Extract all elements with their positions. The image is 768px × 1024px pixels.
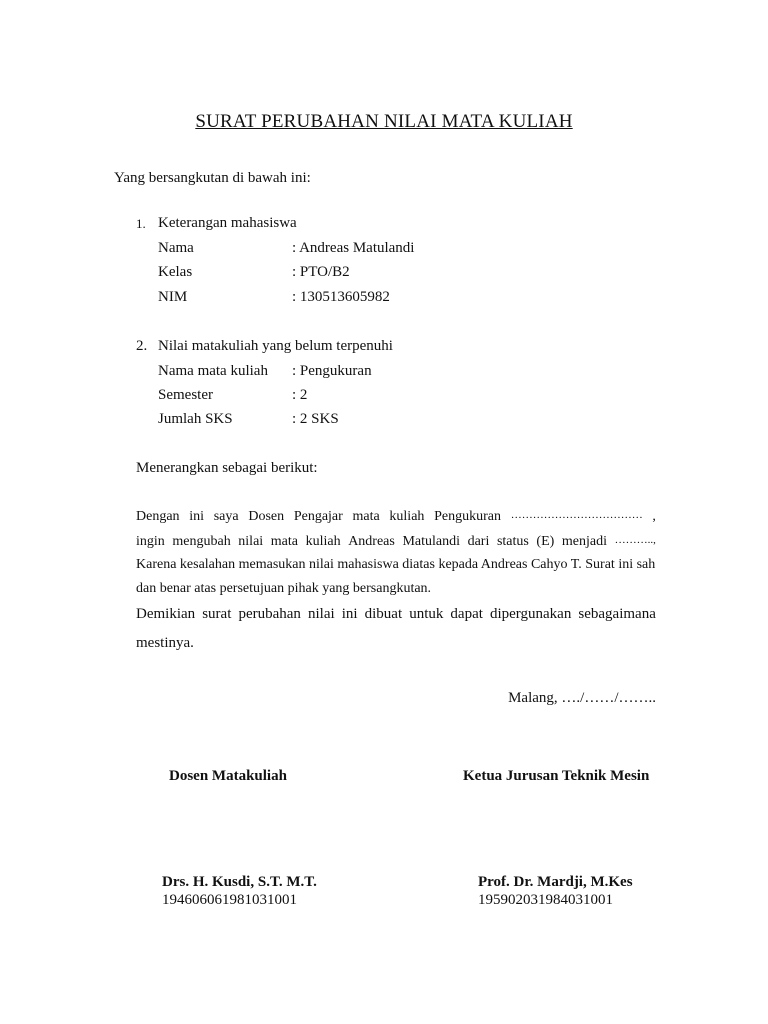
field-nama-mata-kuliah <box>158 363 372 380</box>
word: mengubah <box>172 534 231 549</box>
word: mata <box>270 534 298 549</box>
signature-left-title: Dosen Matakuliah <box>169 768 287 784</box>
word: Dengan <box>136 509 180 524</box>
field-label: Kelas <box>158 264 193 280</box>
word: menjadi <box>561 534 608 549</box>
field-value: : 2 <box>292 387 308 403</box>
word: nilai <box>238 534 264 549</box>
signature-right-name: Prof. Dr. Mardji, M.Kes <box>478 874 633 890</box>
field-value: : 130513605982 <box>292 289 390 305</box>
blank-dots: ……….., <box>614 534 656 546</box>
statement-line-2 <box>136 534 656 550</box>
statement-line-4: dan benar atas persetujuan pihak yang bersangkutan. <box>136 581 432 596</box>
word: nilai <box>307 606 335 622</box>
word: perubahan <box>238 606 301 622</box>
field-label: NIM <box>158 289 188 305</box>
word: saya <box>213 509 239 524</box>
signature-left-nip: 194606061981031001 <box>162 892 297 908</box>
word: status <box>496 534 529 549</box>
field-value: : 2 SKS <box>292 411 339 427</box>
field-jumlah-sks <box>158 411 339 428</box>
word: Pengukuran <box>434 509 502 524</box>
place-date: Malang, …./……/…….. <box>508 690 656 706</box>
word: Pengajar <box>293 509 343 524</box>
word: surat <box>202 606 232 622</box>
signature-right-title: Ketua Jurusan Teknik Mesin <box>463 768 650 784</box>
word: Demikian <box>136 606 196 622</box>
word: dari <box>467 534 490 549</box>
word: dibuat <box>364 606 403 622</box>
intro-text: Yang bersangkutan di bawah ini: <box>114 170 311 186</box>
field-nama <box>158 240 414 257</box>
word: ini <box>341 606 358 622</box>
blank-dots: ……………………………… <box>510 509 643 521</box>
field-label: Nama mata kuliah <box>158 363 268 379</box>
signature-right-nip: 195902031984031001 <box>478 892 613 908</box>
word: untuk <box>409 606 444 622</box>
word: mata <box>352 509 380 524</box>
word: ingin <box>136 534 165 549</box>
word: , <box>652 509 656 524</box>
word: sebagaimana <box>578 606 656 622</box>
section-1-title: Keterangan mahasiswa <box>158 215 297 231</box>
statement-lead: Menerangkan sebagai berikut: <box>136 460 318 476</box>
closing-line-1 <box>136 606 656 623</box>
statement-line-1 <box>136 509 656 525</box>
closing-line-2: mestinya. <box>136 635 194 651</box>
word: Andreas <box>348 534 395 549</box>
document-title: SURAT PERUBAHAN NILAI MATA KULIAH <box>195 111 573 132</box>
statement-line-3: Karena kesalahan memasukan nilai mahasiswa diatas kepada Andreas Cahyo T. Surat ini sah <box>136 557 656 572</box>
field-value: : Pengukuran <box>292 363 372 379</box>
field-label: Semester <box>158 387 213 403</box>
signature-left-name: Drs. H. Kusdi, S.T. M.T. <box>162 874 317 890</box>
field-nim <box>158 289 390 306</box>
word: dapat <box>450 606 483 622</box>
section-1-number: 1. <box>136 216 146 231</box>
field-value: : Andreas Matulandi <box>292 240 415 256</box>
word: kuliah <box>305 534 341 549</box>
word: (E) <box>536 534 555 549</box>
word: Dosen <box>248 509 285 524</box>
field-kelas <box>158 264 350 281</box>
word: ini <box>189 509 205 524</box>
field-label: Nama <box>158 240 194 256</box>
field-value: : PTO/B2 <box>292 264 350 280</box>
word: kuliah <box>389 509 425 524</box>
word: dipergunakan <box>489 606 572 622</box>
section-2-title: Nilai matakuliah yang belum terpenuhi <box>158 338 393 354</box>
section-2-number: 2. <box>136 338 148 354</box>
word: Matulandi <box>402 534 460 549</box>
field-label: Jumlah SKS <box>158 411 233 427</box>
field-semester <box>158 387 307 404</box>
